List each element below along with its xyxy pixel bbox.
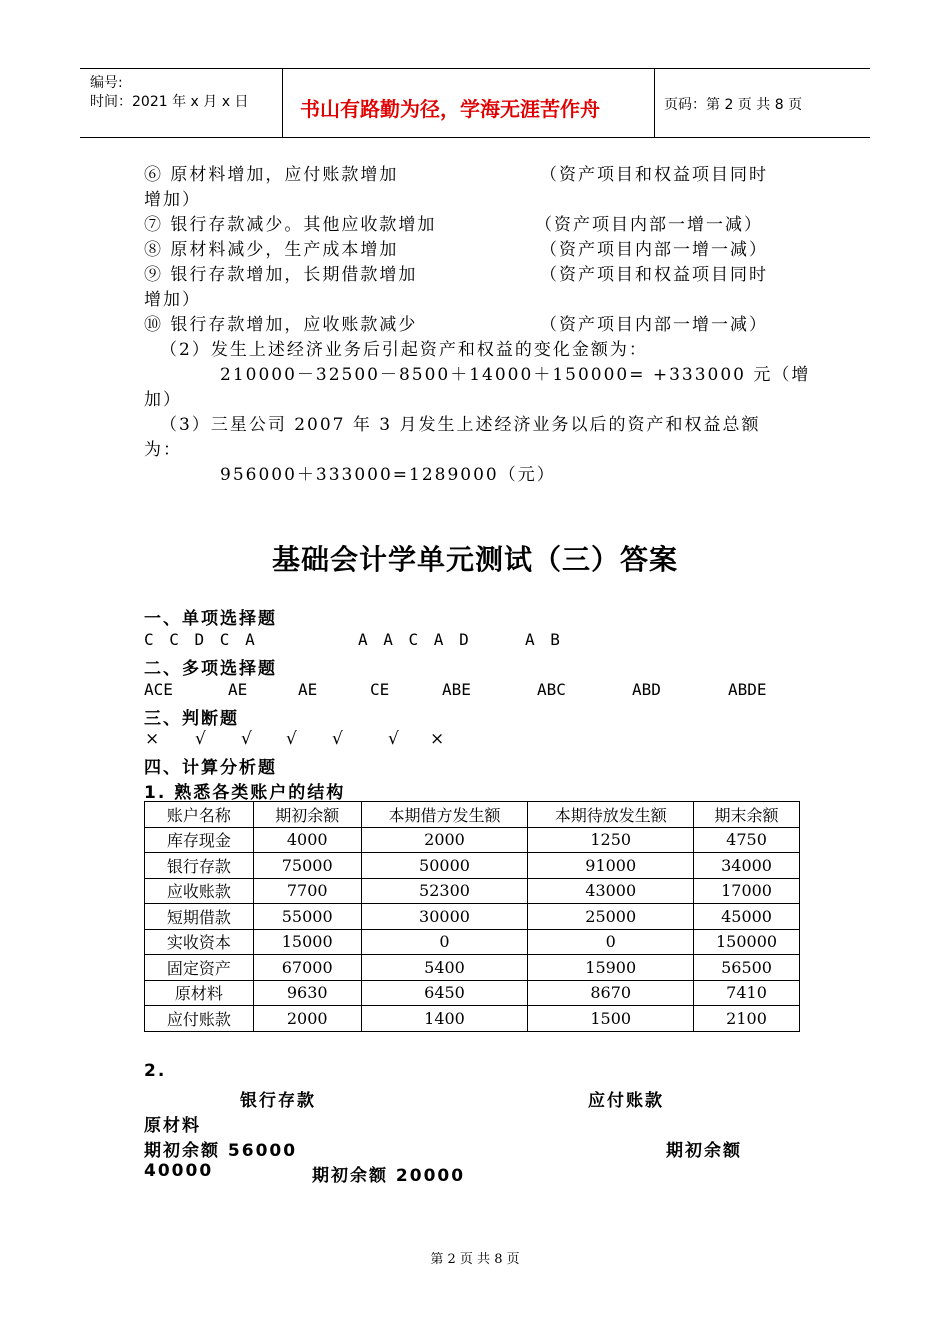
table-cell: 2000 bbox=[361, 827, 528, 853]
column-header: 期初余额 bbox=[253, 802, 361, 828]
section4-heading: 四、计算分析题 bbox=[144, 758, 277, 778]
table-cell: 25000 bbox=[528, 904, 694, 930]
table-cell: 2100 bbox=[694, 1006, 800, 1032]
motto: 书山有路勤为径，学海无涯苦作舟 bbox=[300, 97, 600, 121]
table-header-row bbox=[145, 802, 800, 828]
section2-answer: ABE bbox=[442, 680, 471, 699]
q3-line1: （3）三星公司 2007 年 3 月发生上述经济业务以后的资产和权益总额 bbox=[160, 415, 761, 435]
table-cell: 5400 bbox=[361, 955, 528, 981]
item-6: ⑥ 原材料增加，应付账款增加 bbox=[144, 165, 399, 185]
table-cell: 0 bbox=[361, 929, 528, 955]
account-bank-label: 银行存款 bbox=[240, 1091, 316, 1111]
column-header: 账户名称 bbox=[145, 802, 254, 828]
judgement-mark: × bbox=[430, 729, 447, 749]
page-footer: 第 2 页 共 8 页 bbox=[430, 1252, 520, 1267]
account-material-label: 原材料 bbox=[144, 1116, 201, 1136]
table-cell: 45000 bbox=[694, 904, 800, 930]
judgement-mark: √ bbox=[286, 729, 299, 749]
table-cell: 4750 bbox=[694, 827, 800, 853]
table-cell: 43000 bbox=[528, 878, 694, 904]
account-payable-label: 应付账款 bbox=[588, 1091, 664, 1111]
table-cell: 15000 bbox=[253, 929, 361, 955]
judgement-mark: √ bbox=[388, 729, 401, 749]
header-divider bbox=[282, 69, 283, 137]
page-label: 页码：第 2 页 共 8 页 bbox=[664, 97, 803, 113]
item-6-note-cont: 增加） bbox=[144, 190, 201, 210]
section2-heading: 二、多项选择题 bbox=[144, 659, 277, 679]
judgement-mark: √ bbox=[195, 729, 208, 749]
table-cell: 17000 bbox=[694, 878, 800, 904]
section2-answer: AE bbox=[228, 680, 248, 699]
item-8: ⑧ 原材料减少，生产成本增加 bbox=[144, 240, 399, 260]
item-10-note: （资产项目内部一增一减） bbox=[540, 315, 768, 335]
table-cell: 固定资产 bbox=[145, 955, 254, 981]
section1-answer-group: A A C A D bbox=[358, 630, 472, 649]
table-cell: 库存现金 bbox=[145, 827, 254, 853]
item-9: ⑨ 银行存款增加，长期借款增加 bbox=[144, 265, 418, 285]
q2-line1: （2）发生上述经济业务后引起资产和权益的变化金额为： bbox=[160, 340, 648, 360]
section4-sub1: 1. 熟悉各类账户的结构 bbox=[144, 783, 346, 803]
judgement-mark: √ bbox=[241, 729, 254, 749]
table-cell: 9630 bbox=[253, 980, 361, 1006]
table-cell: 银行存款 bbox=[145, 853, 254, 879]
section2-answer: ABD bbox=[632, 680, 661, 699]
table-cell: 1500 bbox=[528, 1006, 694, 1032]
q3-line3: 956000＋333000=1289000（元） bbox=[220, 465, 556, 485]
table-cell: 7410 bbox=[694, 980, 800, 1006]
table-cell: 原材料 bbox=[145, 980, 254, 1006]
header-divider bbox=[654, 69, 655, 137]
table-cell: 应收账款 bbox=[145, 878, 254, 904]
table-cell: 8670 bbox=[528, 980, 694, 1006]
item-9-note-cont: 增加） bbox=[144, 290, 201, 310]
table-cell: 短期借款 bbox=[145, 904, 254, 930]
account-table bbox=[144, 801, 800, 1032]
section2-answer: ABDE bbox=[728, 680, 767, 699]
section2-answer: ABC bbox=[537, 680, 566, 699]
table-cell: 55000 bbox=[253, 904, 361, 930]
table-cell: 2000 bbox=[253, 1006, 361, 1032]
table-row bbox=[145, 929, 800, 955]
page-header bbox=[80, 68, 870, 138]
item-8-note: （资产项目内部一增一减） bbox=[540, 240, 768, 260]
q2-line3: 加） bbox=[144, 390, 182, 410]
table-row bbox=[145, 980, 800, 1006]
table-row bbox=[145, 1006, 800, 1032]
item-10: ⑩ 银行存款增加，应收账款减少 bbox=[144, 315, 418, 335]
judgement-mark: × bbox=[145, 729, 162, 749]
table-row bbox=[145, 853, 800, 879]
table-row bbox=[145, 878, 800, 904]
table-cell: 150000 bbox=[694, 929, 800, 955]
table-cell: 91000 bbox=[528, 853, 694, 879]
table-cell: 15900 bbox=[528, 955, 694, 981]
table-cell: 7700 bbox=[253, 878, 361, 904]
column-header: 本期借方发生额 bbox=[361, 802, 528, 828]
date-label: 时间：2021 年 x 月 x 日 bbox=[90, 94, 249, 110]
table-cell: 6450 bbox=[361, 980, 528, 1006]
item-7-note: （资产项目内部一增一减） bbox=[535, 215, 763, 235]
section2-answer: AE bbox=[298, 680, 318, 699]
table-cell: 75000 bbox=[253, 853, 361, 879]
section1-answer-group: C C D C A bbox=[144, 630, 258, 649]
section1-heading: 一、单项选择题 bbox=[144, 609, 277, 629]
bank-opening-balance: 期初余额 56000 bbox=[144, 1141, 298, 1161]
table-cell: 应付账款 bbox=[145, 1006, 254, 1032]
q3-line2: 为： bbox=[144, 440, 182, 460]
page-title: 基础会计学单元测试（三）答案 bbox=[271, 543, 678, 576]
table-cell: 52300 bbox=[361, 878, 528, 904]
table-cell: 67000 bbox=[253, 955, 361, 981]
column-header: 期末余额 bbox=[694, 802, 800, 828]
item-7: ⑦ 银行存款减少。其他应收款增加 bbox=[144, 215, 437, 235]
table-row bbox=[145, 904, 800, 930]
table-cell: 56500 bbox=[694, 955, 800, 981]
section2-answer: CE bbox=[370, 680, 390, 699]
table-cell: 实收资本 bbox=[145, 929, 254, 955]
table-cell: 34000 bbox=[694, 853, 800, 879]
table-cell: 4000 bbox=[253, 827, 361, 853]
section4-sub2: 2. bbox=[144, 1061, 167, 1081]
section1-answer-group: A B bbox=[525, 630, 563, 649]
payable-opening-value: 40000 bbox=[144, 1161, 214, 1181]
item-9-note: （资产项目和权益项目同时 bbox=[540, 265, 768, 285]
table-row bbox=[145, 827, 800, 853]
table-cell: 0 bbox=[528, 929, 694, 955]
section3-heading: 三、判断题 bbox=[144, 709, 239, 729]
table-cell: 1400 bbox=[361, 1006, 528, 1032]
table-cell: 50000 bbox=[361, 853, 528, 879]
table-cell: 1250 bbox=[528, 827, 694, 853]
table-row bbox=[145, 955, 800, 981]
table-cell: 30000 bbox=[361, 904, 528, 930]
q2-line2: 210000－32500－8500＋14000＋150000= +333000 元（增 bbox=[220, 365, 811, 385]
section2-answer: ACE bbox=[144, 680, 173, 699]
item-6-note: （资产项目和权益项目同时 bbox=[540, 165, 768, 185]
serial-label: 编号: bbox=[90, 75, 123, 91]
material-opening-balance: 期初余额 20000 bbox=[312, 1166, 466, 1186]
column-header: 本期待放发生额 bbox=[528, 802, 694, 828]
judgement-mark: √ bbox=[332, 729, 345, 749]
payable-opening-label: 期初余额 bbox=[666, 1141, 742, 1161]
